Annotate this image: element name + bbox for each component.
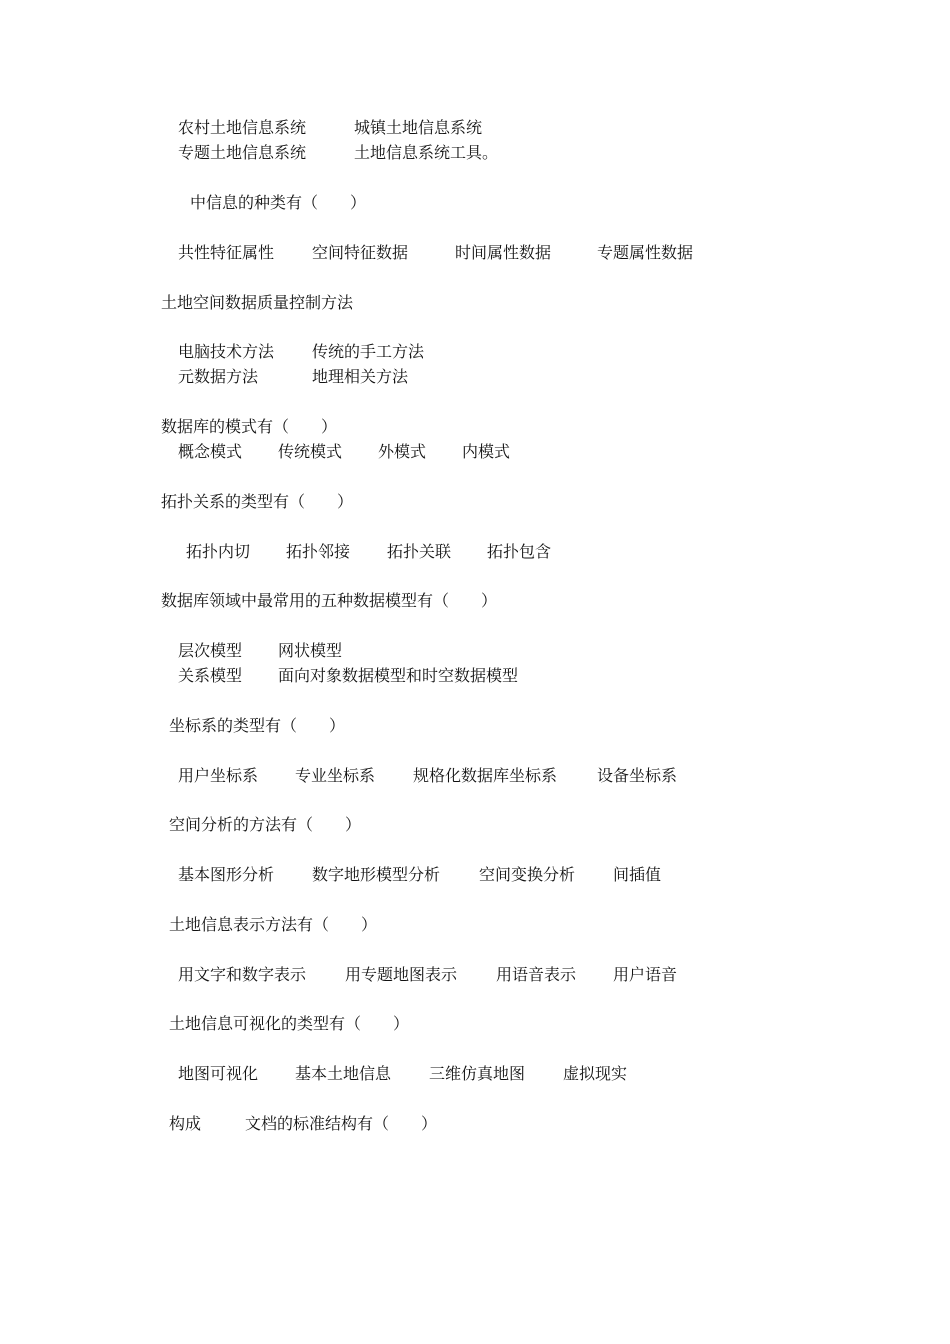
text-line bbox=[0, 764, 950, 788]
text-segment: 用户语音 bbox=[613, 965, 678, 984]
text-line bbox=[0, 191, 950, 215]
text-line bbox=[0, 241, 950, 265]
text-line bbox=[0, 540, 950, 564]
text-segment: 专题土地信息系统 bbox=[178, 143, 307, 162]
text-segment: 设备坐标系 bbox=[597, 766, 678, 785]
text-segment: 用文字和数字表示 bbox=[178, 965, 307, 984]
text-segment: 土地空间数据质量控制方法 bbox=[161, 293, 354, 312]
text-segment: 中信息的种类有（ ） bbox=[190, 193, 367, 212]
text-line bbox=[0, 664, 950, 688]
text-line bbox=[0, 863, 950, 887]
text-segment: 地理相关方法 bbox=[312, 367, 409, 386]
text-segment: 土地信息系统工具。 bbox=[354, 143, 499, 162]
text-segment: 拓扑包含 bbox=[487, 542, 552, 561]
text-segment: 传统模式 bbox=[278, 442, 343, 461]
text-line bbox=[0, 365, 950, 389]
text-line bbox=[0, 1112, 950, 1136]
text-segment: 文档的标准结构有（ ） bbox=[245, 1114, 438, 1133]
text-segment: 用专题地图表示 bbox=[345, 965, 458, 984]
text-segment: 层次模型 bbox=[178, 641, 243, 660]
text-segment: 元数据方法 bbox=[178, 367, 259, 386]
text-segment: 构成 bbox=[169, 1114, 202, 1133]
text-line bbox=[0, 116, 950, 140]
text-segment: 城镇土地信息系统 bbox=[354, 118, 483, 137]
text-line bbox=[0, 1012, 950, 1036]
text-segment: 关系模型 bbox=[178, 666, 243, 685]
text-segment: 空间特征数据 bbox=[312, 243, 409, 262]
text-segment: 虚拟现实 bbox=[563, 1064, 628, 1083]
text-segment: 间插值 bbox=[613, 865, 662, 884]
text-segment: 网状模型 bbox=[278, 641, 343, 660]
text-segment: 规格化数据库坐标系 bbox=[413, 766, 558, 785]
text-segment: 空间分析的方法有（ ） bbox=[169, 815, 362, 834]
text-segment: 土地信息表示方法有（ ） bbox=[169, 915, 378, 934]
text-line bbox=[0, 589, 950, 613]
text-segment: 坐标系的类型有（ ） bbox=[169, 716, 346, 735]
text-line bbox=[0, 913, 950, 937]
text-line bbox=[0, 963, 950, 987]
text-line bbox=[0, 639, 950, 663]
text-line bbox=[0, 440, 950, 464]
text-segment: 外模式 bbox=[378, 442, 427, 461]
text-segment: 三维仿真地图 bbox=[429, 1064, 526, 1083]
text-segment: 电脑技术方法 bbox=[178, 342, 275, 361]
text-line bbox=[0, 490, 950, 514]
text-line bbox=[0, 291, 950, 315]
text-segment: 空间变换分析 bbox=[479, 865, 576, 884]
text-segment: 传统的手工方法 bbox=[312, 342, 425, 361]
text-segment: 基本土地信息 bbox=[295, 1064, 392, 1083]
text-segment: 概念模式 bbox=[178, 442, 243, 461]
text-segment: 基本图形分析 bbox=[178, 865, 275, 884]
text-segment: 拓扑关联 bbox=[387, 542, 452, 561]
text-segment: 拓扑内切 bbox=[186, 542, 251, 561]
text-segment: 拓扑邻接 bbox=[286, 542, 351, 561]
text-segment: 用户坐标系 bbox=[178, 766, 259, 785]
text-line bbox=[0, 340, 950, 364]
text-segment: 专业坐标系 bbox=[295, 766, 376, 785]
text-segment: 拓扑关系的类型有（ ） bbox=[161, 492, 354, 511]
text-segment: 数字地形模型分析 bbox=[312, 865, 441, 884]
text-line bbox=[0, 1062, 950, 1086]
text-segment: 地图可视化 bbox=[178, 1064, 259, 1083]
text-segment: 用语音表示 bbox=[496, 965, 577, 984]
text-line bbox=[0, 714, 950, 738]
text-line bbox=[0, 141, 950, 165]
text-segment: 共性特征属性 bbox=[178, 243, 275, 262]
text-line bbox=[0, 813, 950, 837]
text-segment: 时间属性数据 bbox=[455, 243, 552, 262]
text-segment: 内模式 bbox=[462, 442, 511, 461]
text-line bbox=[0, 415, 950, 439]
text-segment: 专题属性数据 bbox=[597, 243, 694, 262]
text-segment: 数据库领域中最常用的五种数据模型有（ ） bbox=[161, 591, 498, 610]
text-segment: 数据库的模式有（ ） bbox=[161, 417, 338, 436]
text-segment: 土地信息可视化的类型有（ ） bbox=[169, 1014, 410, 1033]
text-segment: 面向对象数据模型和时空数据模型 bbox=[278, 666, 519, 685]
text-segment: 农村土地信息系统 bbox=[178, 118, 307, 137]
